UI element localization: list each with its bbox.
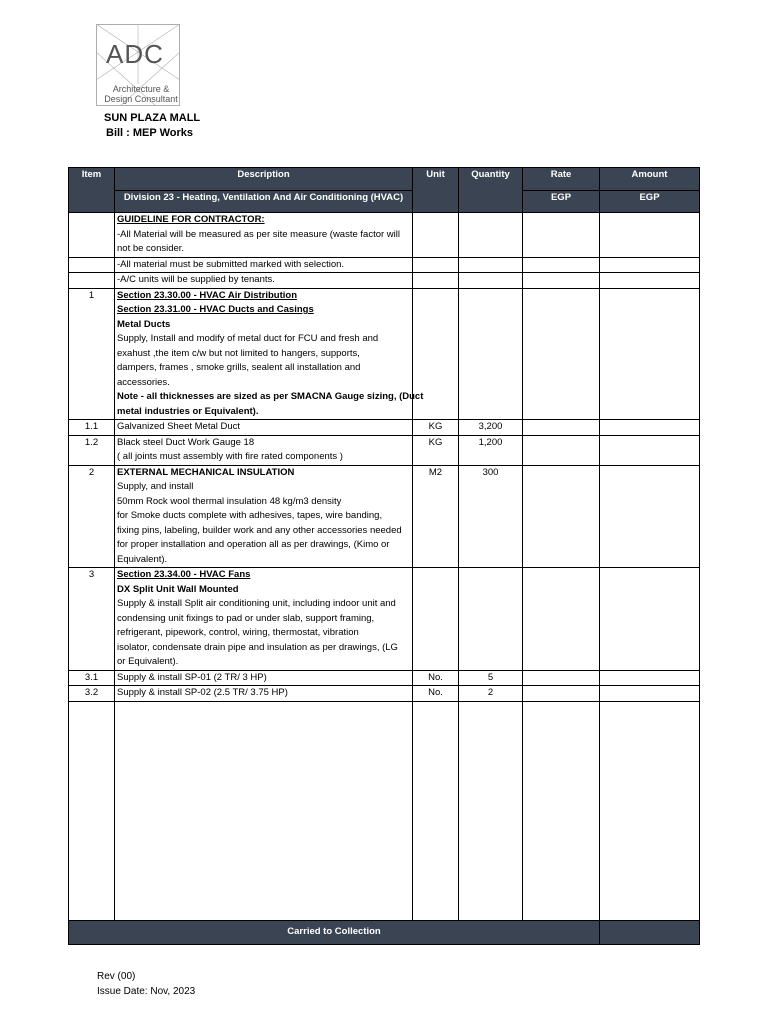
amount-cell [600,465,700,568]
quantity-cell: 2 [459,686,523,702]
note-line: metal industries or Equivalent). [117,405,259,417]
description-column-header: Description [115,168,413,191]
carried-to-collection-total [600,920,700,944]
guideline-line: -All Material will be measured as per site measure (waste factor will [117,228,400,240]
unit-cell [413,273,459,289]
item-cell: 1.2 [69,435,115,465]
bill-title: Bill : MEP Works [106,127,194,139]
amount-cell [600,568,700,671]
table-row [69,420,700,436]
amount-column-header: Amount [600,168,700,191]
unit-cell: KG [413,420,459,436]
amount-cell [600,686,700,702]
unit-cell: No. [413,686,459,702]
table-row [69,670,700,686]
blank-table-row [69,701,700,920]
rate-cell [523,288,600,420]
unit-cell: No. [413,670,459,686]
description-cell: Supply & install SP-02 (2.5 TR/ 3.75 HP) [115,686,413,702]
amount-currency-header: EGP [600,191,700,213]
rate-cell [523,420,600,436]
guideline-title: GUIDELINE FOR CONTRACTOR: [117,214,265,225]
section-title: Section 23.34.00 - HVAC Fans [117,569,251,580]
unit-cell [413,568,459,671]
logo-text: ADC [106,39,164,69]
amount-cell [600,273,700,289]
section-title: Section 23.30.00 - HVAC Air Distribution [117,289,298,301]
quantity-cell [459,257,523,273]
unit-column-header: Unit [413,168,459,213]
issue-date-label: Issue Date: Nov, 2023 [97,986,196,997]
description-line: 50mm Rock wool thermal insulation 48 kg/m3 density [117,495,342,507]
description-line: accessories. [117,376,170,388]
amount-cell [600,420,700,436]
description-line: Equivalent). [117,553,168,565]
item-heading: Metal Ducts [117,318,171,330]
item-cell: 3.1 [69,670,115,686]
amount-cell [600,288,700,420]
description-cell: -A/C units will be supplied by tenants. [115,273,413,289]
project-header [104,111,200,141]
description-cell [115,701,413,920]
logo-subtitle [104,84,178,104]
project-name: SUN PLAZA MALL [104,112,201,124]
description-cell [115,288,424,420]
item-cell [69,273,115,289]
description-cell [115,568,413,671]
guideline-line: not be consider. [117,243,185,254]
company-logo [96,24,180,106]
amount-cell [600,257,700,273]
document-info [97,969,195,999]
table-row [69,288,700,420]
unit-cell [413,701,459,920]
note-line: Note - all thicknesses are sized as per SMACNA Gauge sizing, (Duct [117,391,424,402]
quantity-cell [459,568,523,671]
item-cell [69,257,115,273]
description-line: isolator, condensate drain pipe and insulation as per drawings, (LG [117,641,398,653]
section-title: Section 23.31.00 - HVAC Ducts and Casings [117,304,314,315]
description-cell [115,435,413,465]
quantity-cell: 1,200 [459,435,523,465]
quantity-cell [459,273,523,289]
quantity-cell: 300 [459,465,523,568]
item-cell: 3 [69,568,115,671]
item-column-header: Item [69,168,115,213]
amount-cell [600,435,700,465]
description-line: condensing unit fixings to pad or under slab, support framing, [117,612,375,624]
rate-cell [523,568,600,671]
table-header-row [69,168,700,191]
rate-cell [523,435,600,465]
item-cell: 1.1 [69,420,115,436]
quantity-cell [459,701,523,920]
description-line: refrigerant, pipework, control, wiring, thermostat, vibration [117,627,359,638]
rate-column-header: Rate [523,168,600,191]
logo-subtitle-line2: Design Consultant [104,94,178,104]
carried-to-collection-label: Carried to Collection [69,920,600,944]
quantity-cell [459,213,523,258]
description-line: for Smoke ducts complete with adhesives, tapes, wire banding, [117,510,383,521]
table-row [69,213,700,258]
table-row [69,465,700,568]
item-cell: 3.2 [69,686,115,702]
amount-cell [600,670,700,686]
description-line: fixing pins, labeling, builder work and any other accessories needed [117,524,402,536]
description-line: Supply, Install and modify of metal duct for FCU and fresh and [117,333,379,344]
division-header: Division 23 - Heating, Ventilation And Air Conditioning (HVAC) [115,191,413,213]
amount-cell [600,701,700,920]
description-line: Supply & install Split air conditioning unit, including indoor unit and [117,598,396,609]
item-heading: DX Split Unit Wall Mounted [117,583,239,595]
unit-cell: M2 [413,465,459,568]
item-heading: EXTERNAL MECHANICAL INSULATION [117,466,295,478]
description-cell [115,213,413,258]
description-line: dampers, frames , smoke grills, sealent all installation and [117,362,361,373]
revision-label: Rev (00) [97,971,136,982]
item-cell [69,701,115,920]
unit-cell: KG [413,435,459,465]
quantity-cell [459,288,523,420]
description-cell: Galvanized Sheet Metal Duct [115,420,413,436]
description-line: Supply, and install [117,481,194,492]
table-row [69,568,700,671]
table-row [69,257,700,273]
rate-cell [523,670,600,686]
quantity-cell: 3,200 [459,420,523,436]
description-line: ( all joints must assembly with fire rated components ) [117,451,343,462]
item-cell [69,213,115,258]
item-cell: 2 [69,465,115,568]
unit-cell [413,213,459,258]
quantity-column-header: Quantity [459,168,523,213]
rate-currency-header: EGP [523,191,600,213]
quantity-cell: 5 [459,670,523,686]
rate-cell [523,686,600,702]
table-row [69,686,700,702]
unit-cell [413,257,459,273]
description-cell: Supply & install SP-01 (2 TR/ 3 HP) [115,670,413,686]
description-cell: -All material must be submitted marked with selection. [115,257,413,273]
rate-cell [523,257,600,273]
description-line: for proper installation and operation all as per drawings, (Kimo or [117,539,390,550]
rate-cell [523,701,600,920]
table-row [69,435,700,465]
rate-cell [523,273,600,289]
description-cell [115,465,413,568]
item-cell: 1 [69,288,115,420]
description-line: exahust ,the item c/w but not limited to hangers, supports, [117,347,360,359]
table-subheader-row [69,191,700,213]
logo-subtitle-line1: Architecture & [112,84,170,94]
description-line: or Equivalent). [117,656,179,667]
rate-cell [523,213,600,258]
amount-cell [600,213,700,258]
table-row [69,273,700,289]
rate-cell [523,465,600,568]
bill-of-quantities-table [68,167,700,945]
description-line: Black steel Duct Work Gauge 18 [117,436,255,448]
carried-to-collection-row [69,920,700,944]
